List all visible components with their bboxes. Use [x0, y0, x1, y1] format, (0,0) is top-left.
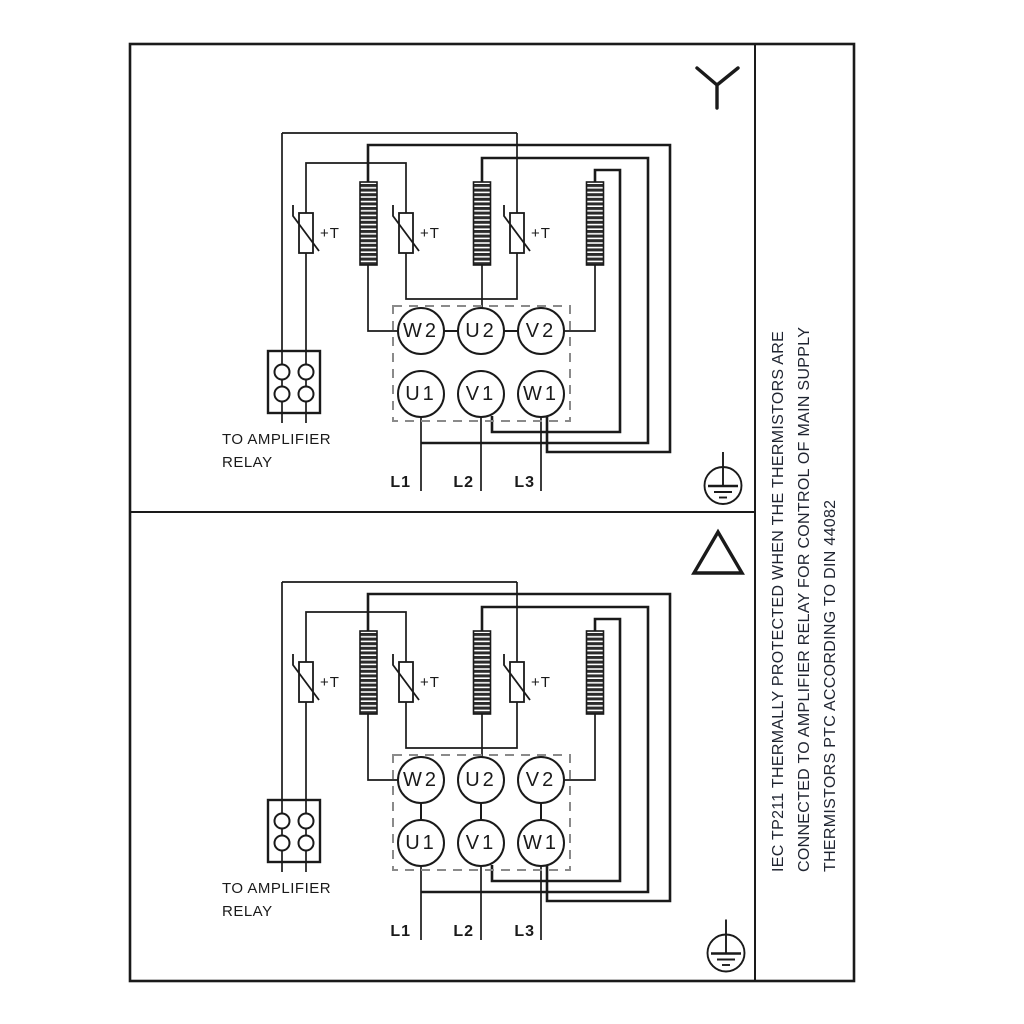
relay-note-line2-delta: RELAY: [222, 903, 273, 920]
supply-l1-label: L1: [390, 474, 411, 491]
terminal-u2-label-delta: U2: [465, 769, 497, 791]
supply-l3-label-delta: L3: [514, 923, 535, 940]
star-symbol: [697, 68, 738, 108]
supply-l3-label: L3: [514, 474, 535, 491]
thermistor-2-label: +T: [420, 225, 440, 242]
relay-note-line1-delta: TO AMPLIFIER: [222, 880, 332, 897]
terminal-v1-label: V1: [465, 383, 497, 405]
terminal-v2-label-delta: V2: [525, 769, 557, 791]
thermistor-2-label-delta: +T: [420, 674, 440, 691]
terminal-u2-label: U2: [465, 320, 497, 342]
terminal-v1-label-delta: V1: [465, 832, 497, 854]
side-note-line3: THERMISTORS PTC ACCORDING TO DIN 44082: [822, 499, 839, 872]
terminal-w2-label: W2: [403, 320, 439, 342]
supply-l2-label-delta: L2: [453, 923, 474, 940]
terminal-u1-label-delta: U1: [405, 832, 437, 854]
panel-star: [268, 68, 742, 504]
relay-note-line2: RELAY: [222, 454, 273, 471]
side-note-line1: IEC TP211 THERMALLY PROTECTED WHEN THE THERMISTORS ARE: [770, 330, 787, 872]
relay-note-line1: TO AMPLIFIER: [222, 431, 332, 448]
delta-bridge-links: [421, 803, 541, 820]
supply-l2-label: L2: [453, 474, 474, 491]
thermistor-3-label: +T: [531, 225, 551, 242]
terminal-w2-label-delta: W2: [403, 769, 439, 791]
delta-symbol: [694, 532, 742, 573]
earth-symbol-bottom: [708, 920, 745, 972]
earth-symbol-top: [705, 452, 742, 504]
panel-delta: [268, 532, 745, 972]
side-note: [766, 12, 844, 872]
terminal-u1-label: U1: [405, 383, 437, 405]
side-note-line2: CONNECTED TO AMPLIFIER RELAY FOR CONTROL OF MAIN SUPPLY: [796, 326, 813, 872]
terminal-w1-label-delta: W1: [523, 832, 559, 854]
terminal-v2-label: V2: [525, 320, 557, 342]
thermistor-1-label-delta: +T: [320, 674, 340, 691]
supply-l1-label-delta: L1: [390, 923, 411, 940]
terminal-w1-label: W1: [523, 383, 559, 405]
thermistor-3-label-delta: +T: [531, 674, 551, 691]
thermistor-1-label: +T: [320, 225, 340, 242]
